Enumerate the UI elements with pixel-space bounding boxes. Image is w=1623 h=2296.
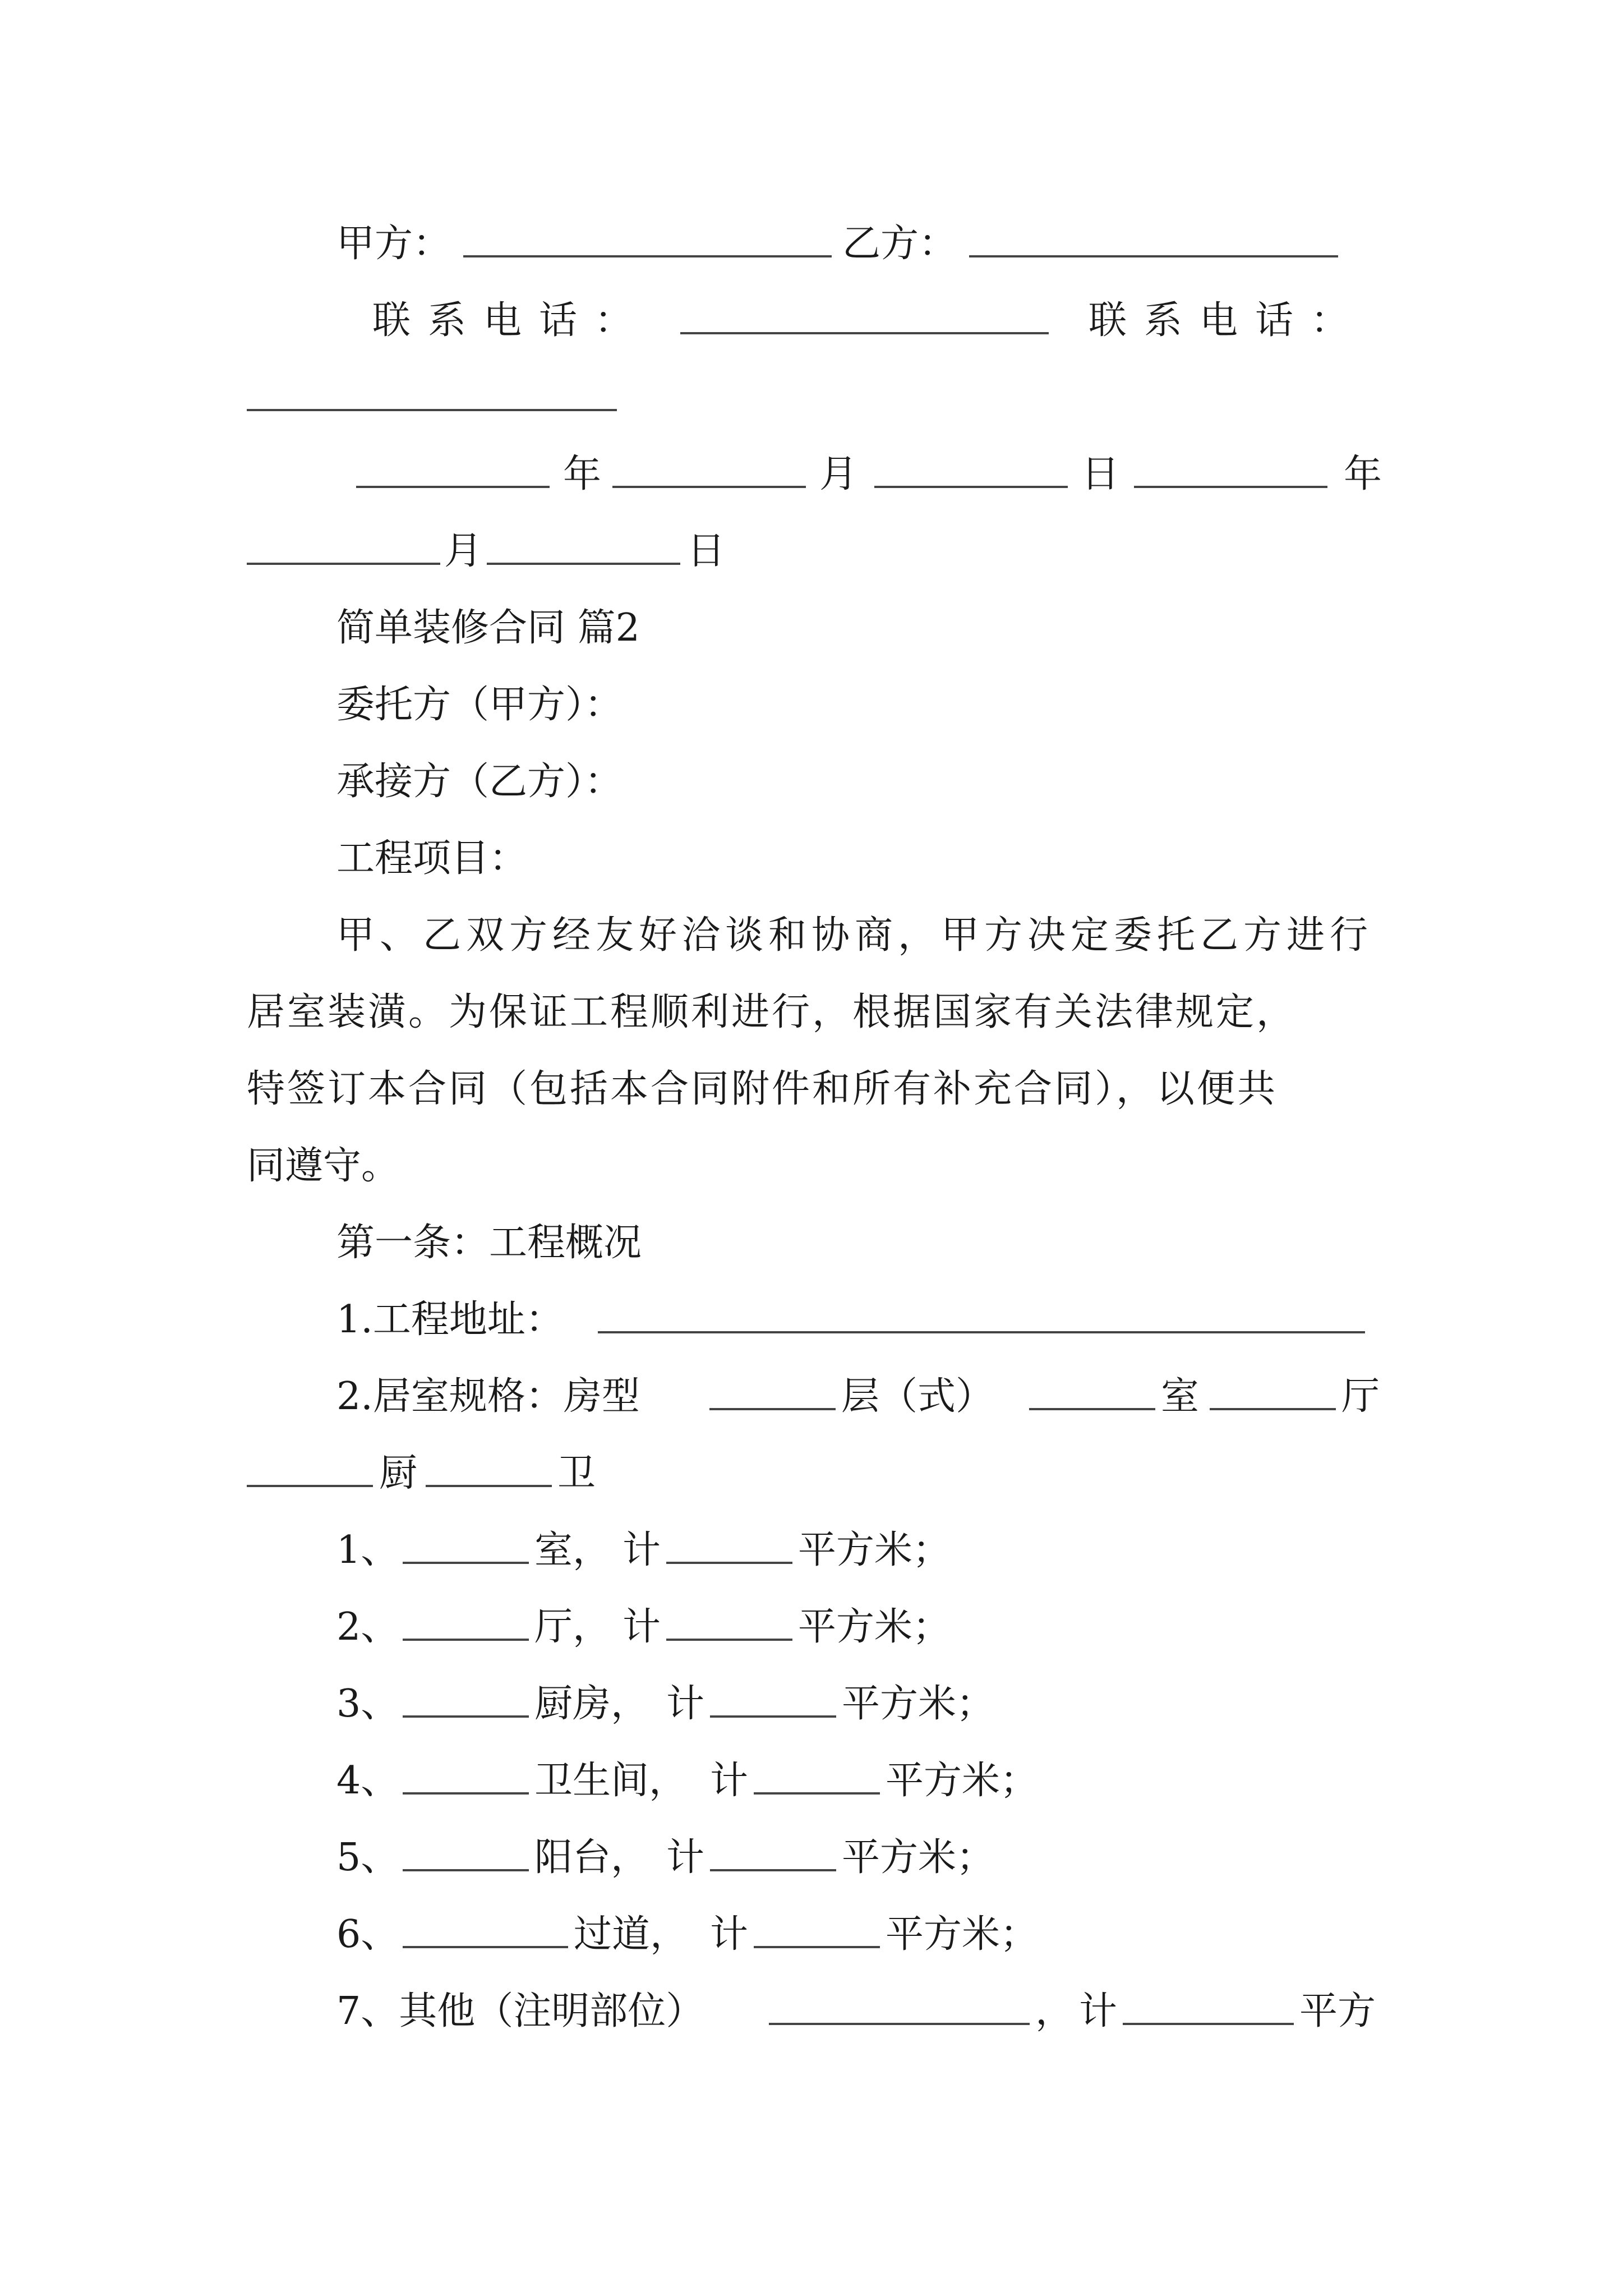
area-name-blank-1[interactable] [403, 1511, 529, 1564]
date-b-month: 月 [444, 529, 483, 573]
date-a-day-blank[interactable] [874, 435, 1068, 488]
intro-line-4 [0, 1127, 1623, 1205]
area-num-3: 3、 [336, 1682, 399, 1726]
project-row [0, 820, 1623, 898]
intro-text-1: 甲、乙双方经友好洽谈和协商，甲方决定委托乙方进行 [336, 913, 1373, 958]
area-count-4: 计 [710, 1759, 749, 1803]
area-item-1 [0, 1511, 1623, 1590]
area-unit-4: 平方米； [886, 1759, 1039, 1803]
spec-bath-blank[interactable] [426, 1434, 552, 1487]
intro-line-1 [0, 896, 1623, 975]
party-b-blank[interactable] [969, 205, 1338, 257]
area-num-6: 6、 [336, 1912, 399, 1957]
area-num-4: 4、 [336, 1759, 399, 1803]
area-item-4 [0, 1742, 1623, 1820]
area-unit-2: 平方米； [798, 1605, 951, 1649]
date-a-year: 年 [563, 452, 602, 496]
area-name-3: 厨房， [534, 1682, 649, 1726]
date-row [0, 435, 1623, 514]
spec-floor: 层（式） [841, 1374, 994, 1419]
spec-room-blank[interactable] [1029, 1358, 1155, 1410]
phone-b-blank[interactable] [247, 358, 617, 411]
other-label: 7、其他（注明部位） [336, 1989, 704, 2033]
address-blank[interactable] [598, 1281, 1365, 1333]
area-item-3 [0, 1665, 1623, 1743]
party-a-label: 甲方： [336, 222, 451, 266]
area-size-blank-4[interactable] [754, 1742, 880, 1795]
intro-text-2: 居室装潢。为保证工程顺利进行，根据国家有关法律规定， [247, 990, 1297, 1034]
area-unit-6: 平方米； [886, 1912, 1039, 1957]
address-label: 1.工程地址： [336, 1297, 564, 1342]
date-b-day-blank[interactable] [487, 512, 680, 565]
area-name-blank-4[interactable] [403, 1742, 529, 1795]
area-count-5: 计 [666, 1835, 705, 1880]
area-count-3: 计 [666, 1682, 705, 1726]
area-size-blank-6[interactable] [754, 1895, 880, 1948]
area-name-blank-2[interactable] [403, 1588, 529, 1641]
area-item-7 [0, 1972, 1623, 2051]
area-item-5 [0, 1819, 1623, 1897]
area-name-blank-5[interactable] [403, 1819, 529, 1871]
spec-kitchen: 厨 [379, 1451, 418, 1496]
area-count-1: 计 [623, 1528, 661, 1572]
spec-kitchen-blank[interactable] [247, 1434, 373, 1487]
area-size-blank-1[interactable] [666, 1511, 792, 1564]
date-b-day: 日 [687, 529, 726, 573]
party-a-blank[interactable] [463, 205, 832, 257]
contractor-label: 承接方（乙方）： [336, 760, 623, 804]
area-unit-5: 平方米； [842, 1835, 995, 1880]
area-size-blank-2[interactable] [666, 1588, 792, 1641]
area-item-2 [0, 1588, 1623, 1667]
date-a-year-blank[interactable] [356, 435, 550, 488]
area-name-blank-3[interactable] [403, 1665, 529, 1718]
phone-row [0, 282, 1623, 360]
intro-line-2 [0, 973, 1623, 1052]
phone-b-row [0, 358, 1623, 437]
area-name-1: 室， [534, 1528, 611, 1572]
other-unit: 平方 [1299, 1989, 1376, 2033]
date-b-year-blank[interactable] [1134, 435, 1327, 488]
contractor-row [0, 743, 1623, 821]
date-a-month-blank[interactable] [612, 435, 806, 488]
area-name-blank-6[interactable] [403, 1895, 568, 1948]
spec-layout-blank[interactable] [709, 1358, 836, 1410]
area-name-6: 过道， [574, 1912, 689, 1957]
area-name-2: 厅， [534, 1605, 611, 1649]
area-size-blank-3[interactable] [710, 1665, 836, 1718]
spec-hall-blank[interactable] [1210, 1358, 1336, 1410]
area-num-5: 5、 [336, 1835, 399, 1880]
phone-label-b: 联系电话： [1089, 298, 1367, 343]
article-1-title: 第一条：工程概况 [336, 1221, 642, 1265]
project-label: 工程项目： [336, 836, 528, 881]
other-count: 计 [1079, 1989, 1118, 2033]
area-num-2: 2、 [336, 1605, 399, 1649]
phone-a-blank[interactable] [680, 282, 1049, 334]
address-row [0, 1281, 1623, 1359]
client-row [0, 666, 1623, 744]
spec-room: 室 [1161, 1374, 1200, 1419]
spec-bath: 卫 [557, 1451, 596, 1496]
date-b-month-blank[interactable] [247, 512, 440, 565]
date-a-month: 月 [819, 452, 858, 496]
article-1-row [0, 1204, 1623, 1282]
other-size-blank[interactable] [1123, 1972, 1294, 2025]
section-title: 简单装修合同 篇2 [336, 606, 640, 650]
phone-label-a: 联系电话： [372, 298, 651, 343]
area-unit-1: 平方米； [798, 1528, 951, 1572]
spec-row [0, 1358, 1623, 1436]
area-name-5: 阳台， [534, 1835, 649, 1880]
area-size-blank-5[interactable] [710, 1819, 836, 1871]
area-name-4: 卫生间， [534, 1759, 688, 1803]
area-count-6: 计 [710, 1912, 749, 1957]
intro-line-3 [0, 1050, 1623, 1129]
area-count-2: 计 [623, 1605, 661, 1649]
spec-row-2 [0, 1434, 1623, 1513]
client-label: 委托方（甲方）： [336, 683, 623, 727]
intro-text-4: 同遵守。 [247, 1144, 400, 1188]
spec-label: 2.居室规格：房型 [336, 1374, 640, 1419]
area-item-6 [0, 1895, 1623, 1974]
date-b-year: 年 [1344, 452, 1382, 496]
party-b-label: 乙方： [842, 222, 957, 266]
section-title-row [0, 589, 1623, 668]
area-unit-3: 平方米； [842, 1682, 995, 1726]
other-comma: ， [1035, 1989, 1074, 2033]
party-row [0, 205, 1623, 283]
date-b-row [0, 512, 1623, 591]
intro-text-3: 特签订本合同（包括本合同附件和所有补充合同），以便共 [247, 1067, 1278, 1111]
date-a-day: 日 [1081, 452, 1120, 496]
other-part-blank[interactable] [769, 1972, 1030, 2025]
area-num-1: 1、 [336, 1528, 399, 1572]
spec-hall: 厅 [1341, 1374, 1380, 1419]
